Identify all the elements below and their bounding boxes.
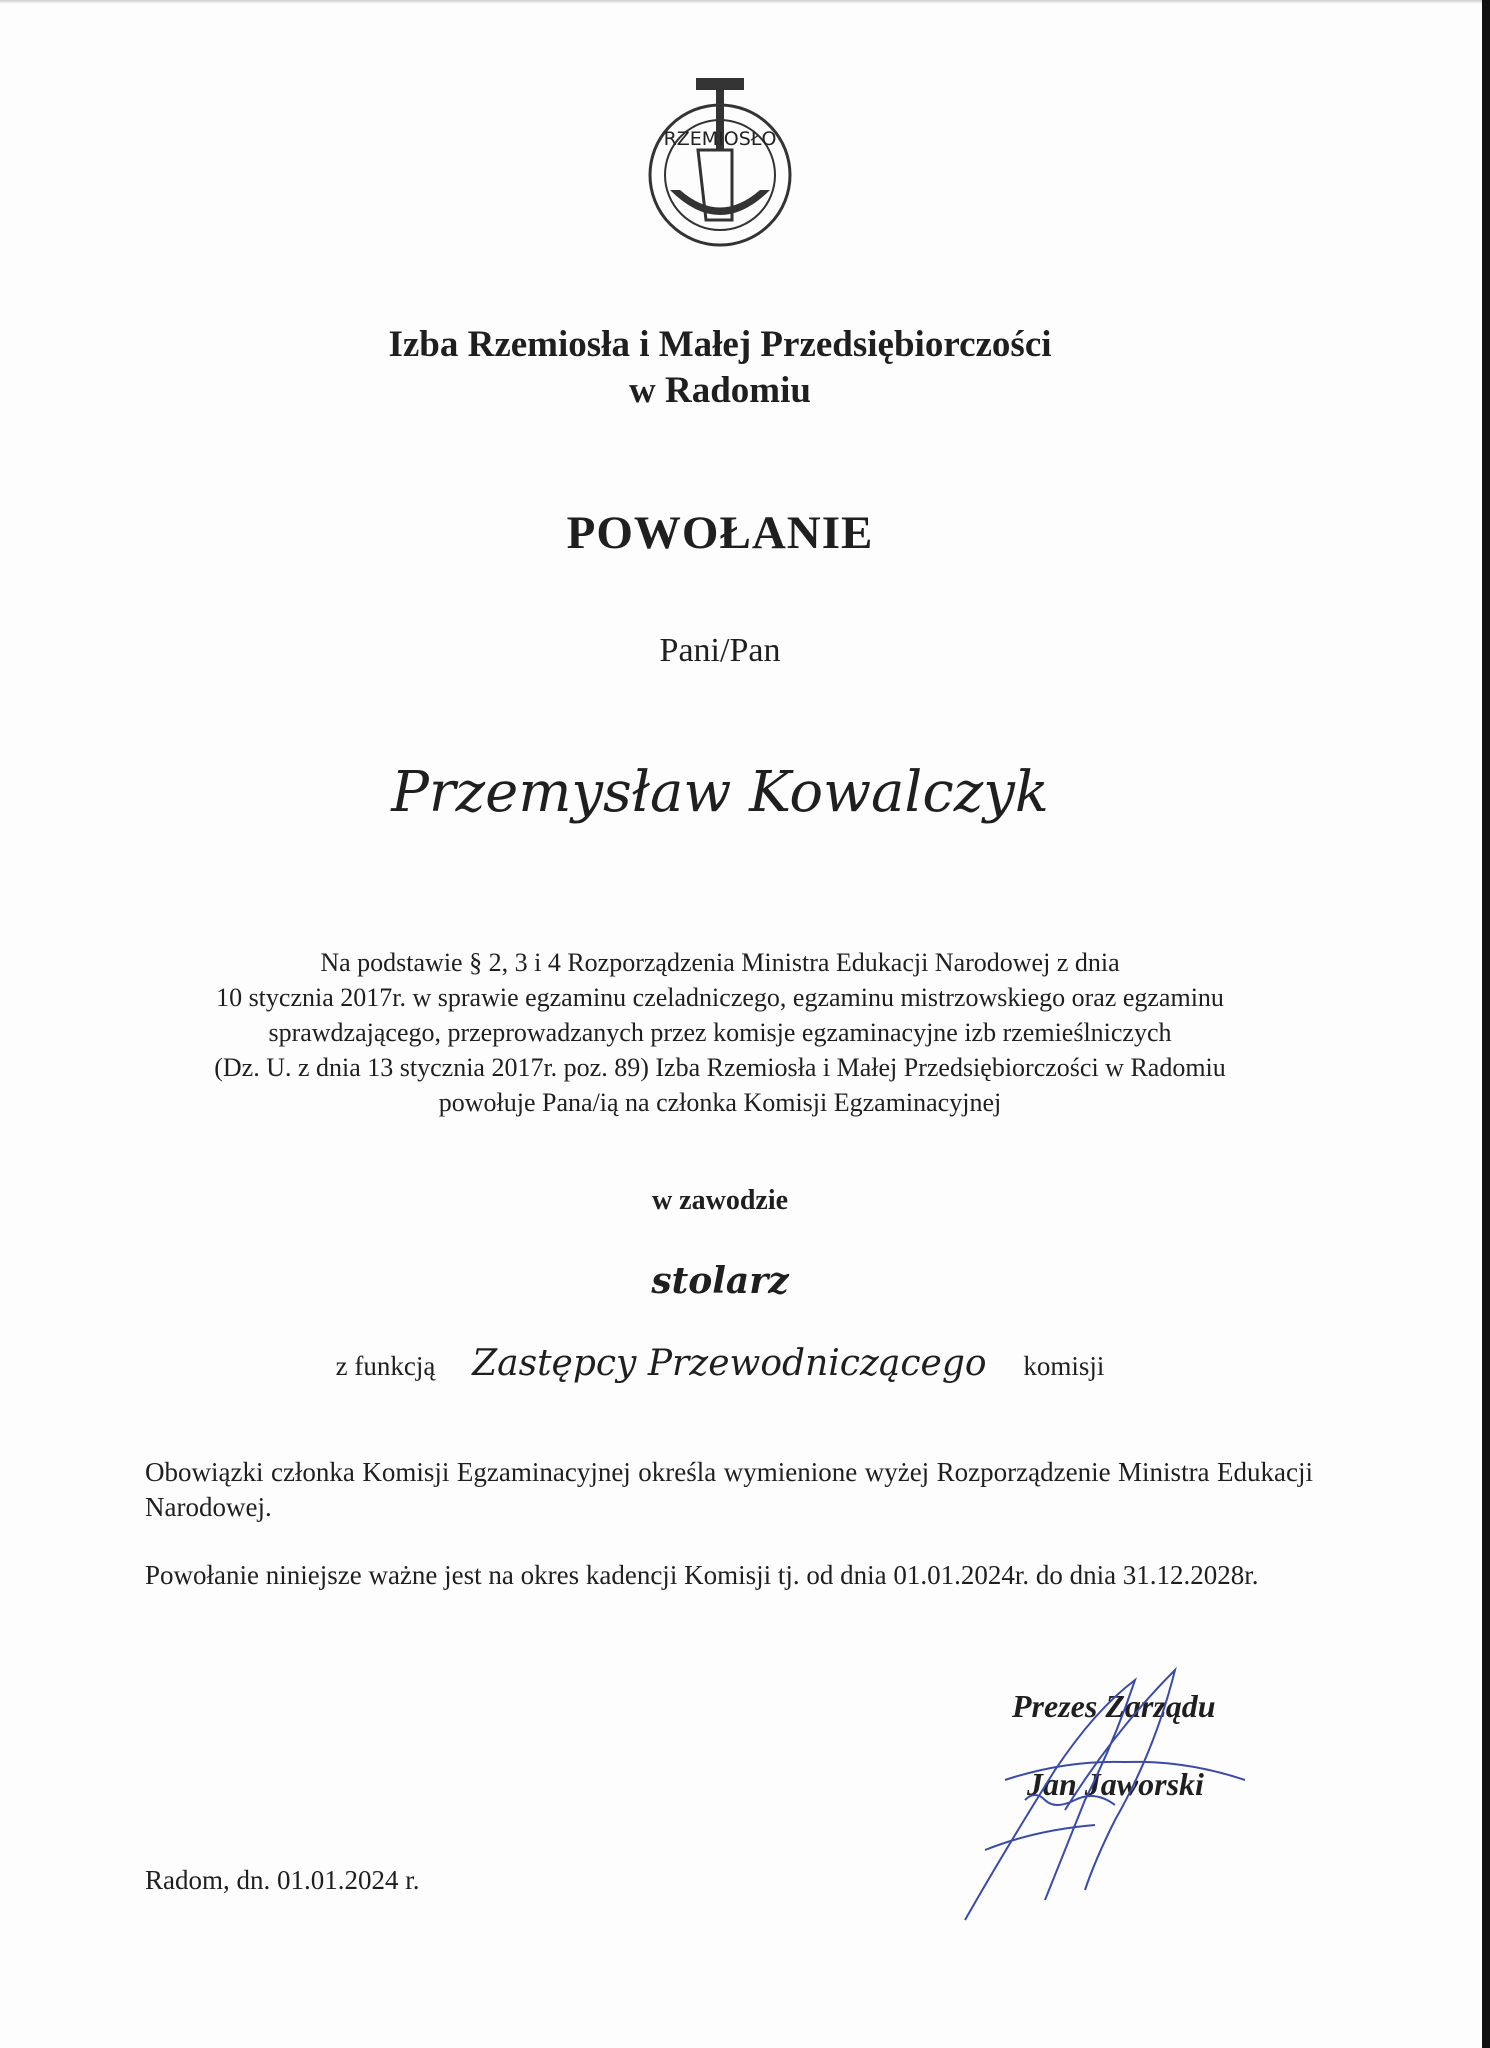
- document-title: POWOŁANIE: [566, 507, 874, 559]
- legal-line: (Dz. U. z dnia 13 stycznia 2017r. poz. 89) Izba Rzemiosła i Małej Przedsiębiorczości w Radomiu: [214, 1053, 1226, 1082]
- function-role: Zastępcy Przewodniczącego: [472, 1343, 987, 1384]
- signatory-title: Prezes Zarządu: [1012, 1688, 1216, 1724]
- handwritten-signature-icon: [945, 1650, 1275, 1950]
- signatory-name: Jan Jaworski: [1027, 1766, 1204, 1802]
- organization-line-1: Izba Rzemiosła i Małej Przedsiębiorczości: [388, 324, 1052, 365]
- legal-line: 10 stycznia 2017r. w sprawie egzaminu czeladniczego, egzaminu mistrzowskiego oraz egzaminu: [216, 983, 1224, 1012]
- profession-label: w zawodzie: [651, 1185, 789, 1216]
- duties-paragraph: Obowiązki członka Komisji Egzaminacyjnej określa wymienione wyżej Rozporządzenie Ministra Edukacji Narodowej.: [145, 1457, 1313, 1522]
- validity-paragraph: Powołanie niniejsze ważne jest na okres kadencji Komisji tj. od dnia 01.01.2024r. do dnia 31.12.2028r.: [145, 1560, 1259, 1590]
- signature-strokes: [965, 1670, 1245, 1920]
- craft-guild-emblem-icon: [640, 70, 800, 260]
- legal-basis-paragraph: [0, 945, 1440, 1120]
- organization-line-2: w Radomiu: [629, 370, 811, 411]
- legal-line: Na podstawie § 2, 3 i 4 Rozporządzenia Ministra Edukacji Narodowej z dnia: [320, 948, 1120, 977]
- salutation: Pani/Pan: [659, 632, 781, 669]
- scan-edge-top: [0, 0, 1490, 4]
- place-and-date: Radom, dn. 01.01.2024 r.: [145, 1865, 420, 1895]
- recipient-name: Przemysław Kowalczyk: [391, 760, 1049, 825]
- function-suffix: komisji: [1023, 1351, 1105, 1381]
- scan-edge-right: [1482, 0, 1490, 2048]
- function-line: [0, 1343, 1440, 1384]
- function-prefix: z funkcją: [335, 1351, 436, 1381]
- organization-name: [0, 322, 1440, 414]
- emblem-text: RZEMIOSŁO: [663, 128, 777, 150]
- legal-line: powołuje Pana/ią na członka Komisji Egzaminacyjnej: [438, 1088, 1002, 1117]
- profession-value: stolarz: [651, 1260, 789, 1302]
- legal-line: sprawdzającego, przeprowadzanych przez komisje egzaminacyjne izb rzemieślniczych: [268, 1018, 1172, 1047]
